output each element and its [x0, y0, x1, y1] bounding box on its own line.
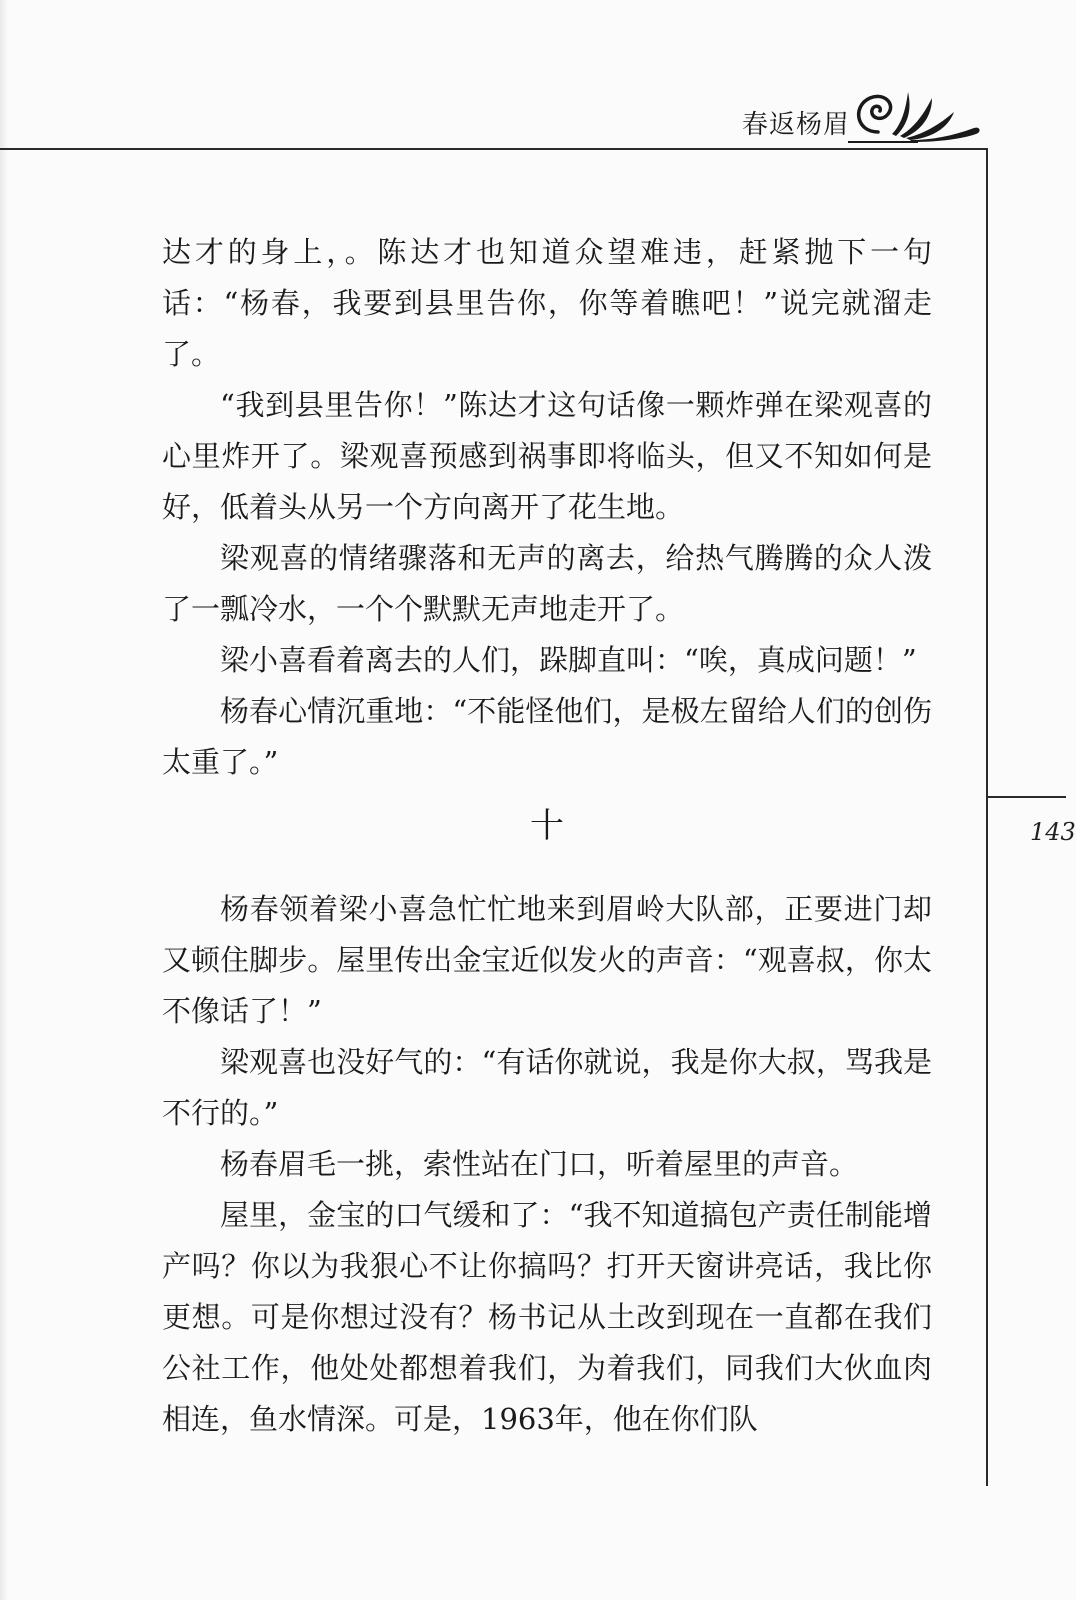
paragraph: 达才的身上，。陈达才也知道众望难违，赶紧抛下一句话：“杨春，我要到县里告你，你等着瞧吧！”说完就溜走了。	[162, 235, 932, 371]
paragraph: 杨春领着梁小喜急忙忙地来到眉岭大队部，正要进门却又顿住脚步。屋里传出金宝近似发火的声音：“观喜叔，你太不像话了！”	[162, 892, 932, 1028]
running-header-title: 春返杨眉	[742, 110, 851, 140]
section-heading: 十	[530, 806, 564, 846]
right-margin-rule	[986, 148, 988, 1486]
page-number-tab-rule	[988, 796, 1066, 798]
body-text-bottom	[162, 884, 932, 1445]
paragraph: 杨春心情沉重地：“不能怪他们，是极左留给人们的创伤太重了。”	[162, 694, 932, 779]
header-rule	[0, 148, 988, 150]
body-text-top	[162, 227, 932, 788]
paragraph: 梁观喜也没好气的：“有话你就说，我是你大叔，骂我是不行的。”	[162, 1045, 932, 1130]
paragraph: “我到县里告你！”陈达才这句话像一颗炸弹在梁观喜的心里炸开了。梁观喜预感到祸事即将临头，但又不知如何是好，低着头从另一个方向离开了花生地。	[162, 388, 932, 524]
scan-edge-shadow	[0, 0, 8, 1600]
paragraph: 梁小喜看着离去的人们，跺脚直叫：“唉，真成问题！”	[220, 643, 917, 677]
paragraph: 屋里，金宝的口气缓和了：“我不知道搞包产责任制能增产吗？你以为我狠心不让你搞吗？打开天窗讲亮话，我比你更想。可是你想过没有？杨书记从土改到现在一直都在我们公社工作，他处处都想着我们，为着我们，同我们大伙血肉相连，鱼水情深。可是，1963年，他在你们队	[162, 1198, 932, 1436]
scroll-flourish-icon	[848, 84, 988, 144]
page-number: 143	[1030, 818, 1076, 846]
paragraph: 梁观喜的情绪骤落和无声的离去，给热气腾腾的众人泼了一瓢冷水，一个个默默无声地走开了。	[162, 541, 932, 626]
paragraph: 杨春眉毛一挑，索性站在门口，听着屋里的声音。	[220, 1147, 859, 1181]
